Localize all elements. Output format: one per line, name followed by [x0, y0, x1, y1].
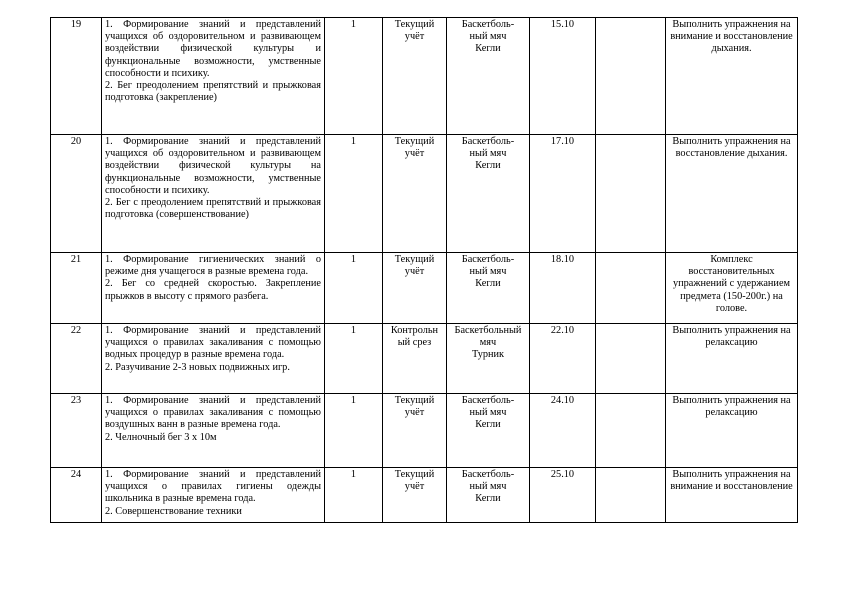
equipment-cell — [447, 468, 530, 523]
control-type-line: учёт — [404, 266, 425, 278]
control-type-line: учёт — [404, 31, 425, 43]
lesson-plan-body — [51, 18, 798, 523]
control-type-line: учёт — [404, 481, 425, 493]
topic-paragraph: 2. Разучивание 2-3 новых подвижных игр. — [105, 361, 290, 373]
planned-date-cell — [530, 468, 596, 523]
lesson-number: 20 — [70, 136, 82, 147]
hours-value: 1 — [350, 136, 357, 147]
planned-date: 22.10 — [550, 325, 575, 336]
control-type-line: Текущий — [394, 469, 435, 480]
planned-date: 25.10 — [550, 469, 575, 480]
hours-cell — [325, 468, 383, 523]
homework-text: Выполнить упражнения на релаксацию — [672, 395, 791, 419]
equipment-cell — [447, 394, 530, 468]
hours-value: 1 — [350, 254, 357, 265]
table-row — [51, 253, 798, 324]
lesson-topic-cell — [102, 135, 325, 253]
hours-value: 1 — [350, 395, 357, 406]
control-type-line: Текущий — [394, 19, 435, 30]
homework-cell — [666, 324, 798, 394]
homework-cell — [666, 468, 798, 523]
lesson-topic-cell — [102, 324, 325, 394]
equipment-cell — [447, 324, 530, 394]
control-type-cell — [383, 324, 447, 394]
table-row — [51, 18, 798, 135]
planned-date: 15.10 — [550, 19, 575, 30]
topic-paragraph: 1. Формирование гигиенических знаний о режиме дня учащегося в разные времена года. — [105, 254, 321, 278]
homework-text: Выполнить упражнения на внимание и восстановление дыхания. — [670, 19, 793, 55]
equipment-line: Баскетболь- — [461, 136, 515, 147]
topic-paragraph: 2. Бег со средней скоростью. Закрепление прыжков в высоту с прямого разбега. — [105, 278, 321, 302]
equipment-line: ный мяч — [469, 266, 507, 278]
lesson-number-cell — [51, 324, 102, 394]
lesson-number: 22 — [70, 325, 82, 336]
equipment-line: Кегли — [475, 160, 501, 172]
hours-value: 1 — [350, 469, 357, 480]
equipment-line: мяч — [479, 337, 497, 349]
hours-cell — [325, 324, 383, 394]
table-row — [51, 468, 798, 523]
hours-value: 1 — [350, 19, 357, 30]
topic-paragraph: 2. Челночный бег 3 х 10м — [105, 431, 217, 443]
equipment-line: ный мяч — [469, 481, 507, 493]
control-type-cell — [383, 135, 447, 253]
equipment-line: Кегли — [475, 493, 501, 505]
equipment-cell — [447, 18, 530, 135]
lesson-topic-cell — [102, 468, 325, 523]
control-type-line: учёт — [404, 407, 425, 419]
control-type-line: Текущий — [394, 254, 435, 265]
hours-cell — [325, 253, 383, 324]
planned-date: 17.10 — [550, 136, 575, 147]
control-type-cell — [383, 18, 447, 135]
equipment-line: Кегли — [475, 43, 501, 55]
homework-text: Выполнить упражнения на внимание и восстановление — [670, 469, 793, 493]
equipment-line: Кегли — [475, 278, 501, 290]
actual-date-cell — [596, 18, 666, 135]
homework-text: Выполнить упражнения на релаксацию — [672, 325, 791, 349]
lesson-plan-table — [50, 17, 798, 523]
homework-text: Комплекс восстановительных упражнений с удержанием предмета (150-200г.) на голове. — [672, 254, 791, 314]
homework-text: Выполнить упражнения на восстановление дыхания. — [672, 136, 791, 160]
planned-date-cell — [530, 18, 596, 135]
hours-cell — [325, 135, 383, 253]
lesson-number: 21 — [70, 254, 82, 265]
lesson-topic-cell — [102, 394, 325, 468]
topic-paragraph: 1. Формирование знаний и представлений учащихся о правилах закаливания с помощью водных процедур в разные времена года. — [105, 325, 321, 361]
actual-date-cell — [596, 253, 666, 324]
control-type-line: учёт — [404, 148, 425, 160]
planned-date: 24.10 — [550, 395, 575, 406]
planned-date-cell — [530, 135, 596, 253]
topic-paragraph: 1. Формирование знаний и представлений учащихся об оздоровительном и развивающем воздействии физической культуры и функциональные возможности, умственные способности и психику. — [105, 19, 321, 79]
table-row — [51, 135, 798, 253]
lesson-number-cell — [51, 18, 102, 135]
equipment-line: Баскетболь- — [461, 19, 515, 30]
hours-cell — [325, 394, 383, 468]
hours-cell — [325, 18, 383, 135]
control-type-cell — [383, 394, 447, 468]
homework-cell — [666, 394, 798, 468]
topic-paragraph: 1. Формирование знаний и представлений учащихся об оздоровительном и развивающем воздействии физической культуры на функциональные возможности, умственные способности и психику. — [105, 136, 321, 196]
planned-date-cell — [530, 253, 596, 324]
lesson-topic-cell — [102, 18, 325, 135]
homework-cell — [666, 18, 798, 135]
control-type-line: Текущий — [394, 136, 435, 147]
control-type-line: Контрольн — [390, 325, 439, 336]
control-type-cell — [383, 468, 447, 523]
control-type-cell — [383, 253, 447, 324]
topic-paragraph: 2. Бег преодолением препятствий и прыжковая подготовка (закрепление) — [105, 80, 321, 104]
lesson-number: 23 — [70, 395, 82, 406]
lesson-number: 19 — [70, 19, 82, 30]
topic-paragraph: 2. Бег с преодолением препятствий и прыжковая подготовка (совершенствование) — [105, 197, 321, 221]
lesson-number: 24 — [70, 469, 82, 480]
equipment-line: Баскетболь- — [461, 469, 515, 480]
lesson-number-cell — [51, 135, 102, 253]
control-type-line: Текущий — [394, 395, 435, 406]
control-type-line: ый срез — [397, 337, 432, 349]
actual-date-cell — [596, 324, 666, 394]
equipment-line: ный мяч — [469, 407, 507, 419]
equipment-line: Баскетболь- — [461, 254, 515, 265]
hours-value: 1 — [350, 325, 357, 336]
table-row — [51, 324, 798, 394]
homework-cell — [666, 253, 798, 324]
topic-paragraph: 1. Формирование знаний и представлений учащихся о правилах гигиены одежды школьника в разные времена года. — [105, 469, 321, 505]
equipment-line: Баскетболь- — [461, 395, 515, 406]
homework-cell — [666, 135, 798, 253]
topic-paragraph: 1. Формирование знаний и представлений учащихся о правилах закаливания с помощью воздушных ванн в разные времена года. — [105, 395, 321, 431]
planned-date-cell — [530, 324, 596, 394]
actual-date-cell — [596, 468, 666, 523]
planned-date: 18.10 — [550, 254, 575, 265]
actual-date-cell — [596, 135, 666, 253]
table-row — [51, 394, 798, 468]
lesson-number-cell — [51, 394, 102, 468]
equipment-line: ный мяч — [469, 148, 507, 160]
planned-date-cell — [530, 394, 596, 468]
equipment-line: Баскетбольный — [454, 325, 522, 336]
equipment-line: ный мяч — [469, 31, 507, 43]
actual-date-cell — [596, 394, 666, 468]
equipment-cell — [447, 135, 530, 253]
equipment-line: Турник — [471, 349, 505, 361]
lesson-topic-cell — [102, 253, 325, 324]
equipment-line: Кегли — [475, 419, 501, 431]
topic-paragraph: 2. Совершенствование техники — [105, 505, 242, 517]
lesson-number-cell — [51, 468, 102, 523]
lesson-number-cell — [51, 253, 102, 324]
equipment-cell — [447, 253, 530, 324]
